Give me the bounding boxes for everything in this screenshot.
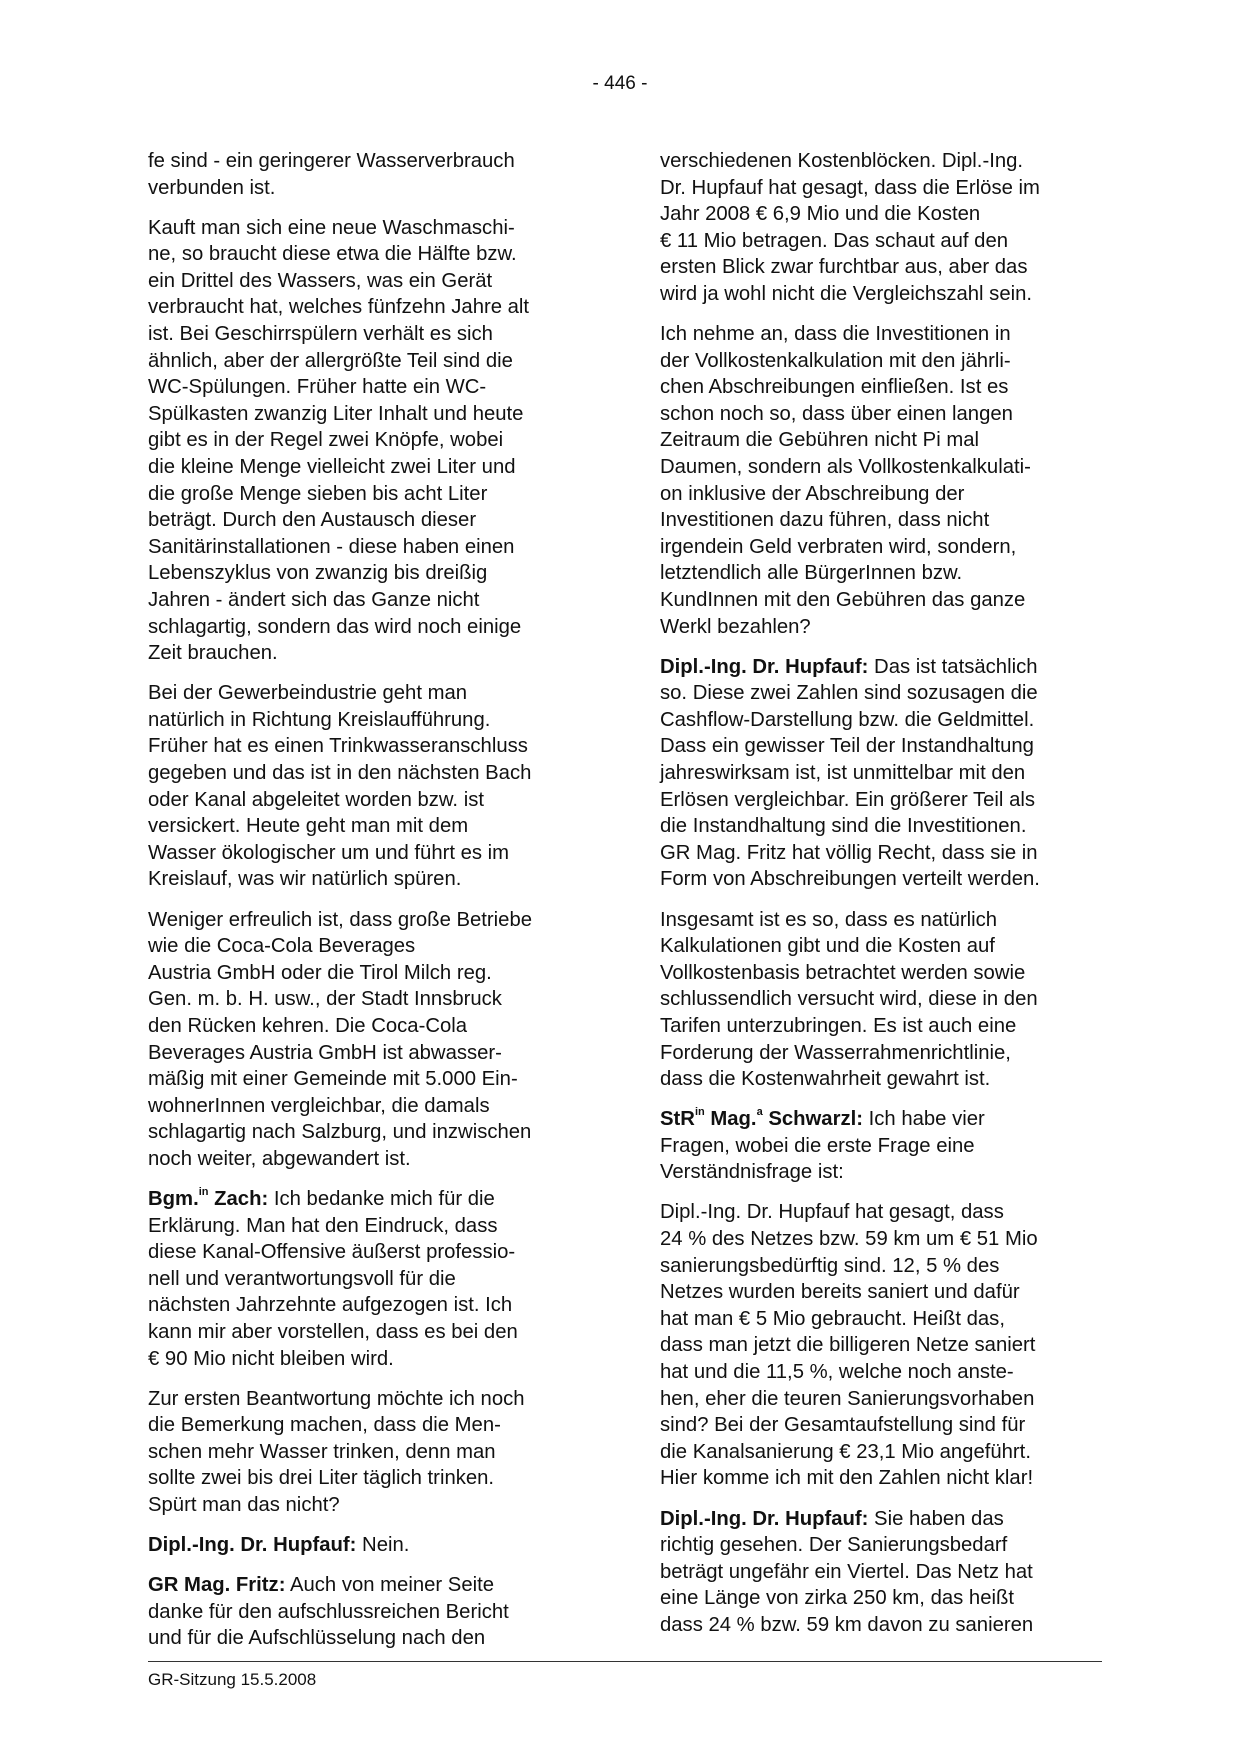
paragraph: Bei der Gewerbeindustrie geht man natürlich in Richtung Kreislaufführung. Früher hat es einen Trinkwasseranschluss gegeben und das ist in den nächsten Bach oder Kanal abgeleitet worden bzw. ist versickert. Heute geht man mit dem Wasser ökologischer um und führt es im Kreislauf, was wir natürlich spüren. <box>148 682 532 891</box>
paragraph: verschiedenen Kostenblöcken. Dipl.-Ing. Dr. Hupfauf hat gesagt, dass die Erlöse im Jahr 2008 € 6,9 Mio und die Kosten € 11 Mio betragen. Das schaut auf den ersten Blick zwar furchtbar aus, aber das wird ja wohl nicht die Vergleichszahl sein. <box>660 150 1040 305</box>
speech-text: Ich habe vier Fragen, wobei die erste Frage eine Verständnisfrage ist: <box>660 1108 985 1184</box>
speaker-name: Dipl.-Ing. Dr. Hupfauf: <box>148 1534 357 1557</box>
footer-text: GR-Sitzung 15.5.2008 <box>148 1670 317 1689</box>
speaker-name: Bgm.$^{in}$ Zach: <box>148 1186 269 1210</box>
speaker-name: Dipl.-Ing. Dr. Hupfauf: <box>660 655 869 678</box>
speech-text: Nein. <box>356 1534 410 1557</box>
paragraph: Kauft man sich eine neue Waschmaschi- ne, so braucht diese etwa die Hälfte bzw. ein Drittel des Wassers, was ein Gerät verbraucht hat, welches fünfzehn Jahre alt ist. Bei Geschirrspülern verhält es sich ähnlich, aber der allergrößte Teil sind die WC-Spülungen. Früher hatte ein WC- Spülkasten zwanzig Liter Inhalt und heute gibt es in der Regel zwei Knöpfe, wobei die kleine Menge vielleicht zwei Liter und die große Menge sieben bis acht Liter beträgt. Durch den Austausch dieser Sanitärinstallationen - diese haben einen Lebenszyklus von zwanzig bis dreißig Jahren - ändert sich das Ganze nicht schlagartig, sondern das wird noch einige Zeit brauchen. <box>148 216 530 665</box>
left-column <box>148 148 593 1665</box>
footer-divider <box>148 1661 1102 1662</box>
speaker-name: Dipl.-Ing. Dr. Hupfauf: <box>660 1507 869 1530</box>
speech-text: Sie haben das richtig gesehen. Der Sanierungsbedarf beträgt ungefähr ein Viertel. Das Netz hat eine Länge von zirka 250 km, das heißt dass 24 % bzw. 59 km davon zu sanieren <box>660 1507 1034 1636</box>
speech-paragraph <box>660 654 1105 893</box>
speech-text: Ich bedanke mich für die Erklärung. Man hat den Eindruck, dass diese Kanal-Offensive äußerst professio- nell und verantwortungsvoll für die nächsten Jahrzehnte aufgezogen ist. Ich kann mir aber vorstellen, dass es bei den € 90 Mio nicht bleiben wird. <box>148 1187 518 1370</box>
speech-text: Das ist tatsächlich so. Diese zwei Zahlen sind sozusagen die Cashflow-Darstellung bzw. die Geldmittel. Dass ein gewisser Teil der Instandhaltung jahreswirksam ist, ist unmittelbar mit den Erlösen vergleichbar. Ein größerer Teil als die Instandhaltung sind die Investitionen. GR Mag. Fritz hat völlig Recht, dass sie in Form von Abschreibungen verteilt werden. <box>660 655 1040 891</box>
speech-paragraph <box>148 1572 593 1652</box>
paragraph: Zur ersten Beantwortung möchte ich noch die Bemerkung machen, dass die Men- schen mehr Wasser trinken, denn man sollte zwei bis drei Liter täglich trinken. Spürt man das nicht? <box>148 1387 525 1516</box>
speech-text: Auch von meiner Seite danke für den aufschlussreichen Bericht und für die Aufschlüsselung nach den <box>148 1574 509 1650</box>
right-column <box>660 148 1105 1652</box>
speech-paragraph <box>660 1106 1105 1186</box>
speaker-name: GR Mag. Fritz: <box>148 1574 286 1597</box>
paragraph: Weniger erfreulich ist, dass große Betriebe wie die Coca-Cola Beverages Austria GmbH oder die Tirol Milch reg. Gen. m. b. H. usw., der Stadt Innsbruck den Rücken kehren. Die Coca-Cola Beverages Austria GmbH ist abwasser- mäßig mit einer Gemeinde mit 5.000 Ein- wohnerInnen vergleichbar, die damals schlagartig nach Salzburg, und inzwischen noch weiter, abgewandert ist. <box>148 908 533 1170</box>
paragraph: Ich nehme an, dass die Investitionen in der Vollkostenkalkulation mit den jährli- chen Abschreibungen einfließen. Ist es schon noch so, dass über einen langen Zeitraum die Gebühren nicht Pi mal Daumen, sondern als Vollkostenkalkulati- on inklusive der Abschreibung der Investitionen dazu führen, dass nicht irgendein Geld verbraten wird, sondern, letztendlich alle BürgerInnen bzw. KundInnen mit den Gebühren das ganze Werkl bezahlen? <box>660 323 1031 638</box>
paragraph: fe sind - ein geringerer Wasserverbrauch verbunden ist. <box>148 150 515 199</box>
speech-paragraph <box>660 1506 1105 1639</box>
speech-paragraph <box>148 1186 593 1372</box>
speaker-name: StR$^{in}$ Mag.$^a$ Schwarzl: <box>660 1106 863 1131</box>
paragraph: Insgesamt ist es so, dass es natürlich Kalkulationen gibt und die Kosten auf Vollkostenbasis betrachtet werden sowie schlussendlich versucht wird, diese in den Tarifen unterzubringen. Es ist auch eine Forderung der Wasserrahmenrichtlinie, dass die Kostenwahrheit gewahrt ist. <box>660 908 1038 1091</box>
speech-paragraph <box>148 1532 593 1559</box>
page-number: - 446 - <box>592 73 648 94</box>
paragraph: Dipl.-Ing. Dr. Hupfauf hat gesagt, dass 24 % des Netzes bzw. 59 km um € 51 Mio sanierungsbedürftig sind. 12, 5 % des Netzes wurden bereits saniert und dafür hat man € 5 Mio gebraucht. Heißt das, dass man jetzt die billigeren Netze saniert hat und die 11,5 %, welche noch anste- hen, eher die teuren Sanierungsvorhaben sind? Bei der Gesamtaufstellung sind für die Kanalsanierung € 23,1 Mio angeführt. Hier komme ich mit den Zahlen nicht klar! <box>660 1201 1038 1490</box>
